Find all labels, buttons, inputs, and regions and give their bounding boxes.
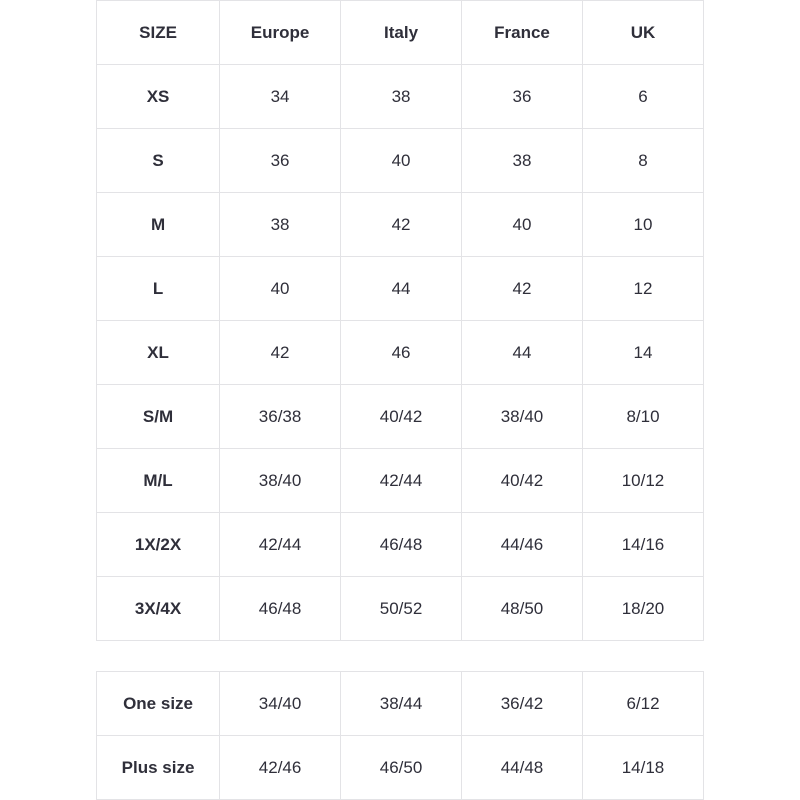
table-header-row xyxy=(97,1,704,65)
table-row xyxy=(97,257,704,321)
cell-size: L xyxy=(97,257,220,321)
cell-italy: 40/42 xyxy=(341,385,462,449)
cell-france: 44 xyxy=(462,321,583,385)
cell-italy: 44 xyxy=(341,257,462,321)
cell-size: 3X/4X xyxy=(97,577,220,641)
cell-uk: 18/20 xyxy=(582,577,703,641)
cell-size: 1X/2X xyxy=(97,513,220,577)
cell-france: 38/40 xyxy=(462,385,583,449)
cell-uk: 14/16 xyxy=(582,513,703,577)
cell-europe: 38 xyxy=(220,193,341,257)
table-row xyxy=(97,513,704,577)
cell-uk: 8 xyxy=(582,129,703,193)
cell-italy: 38 xyxy=(341,65,462,129)
cell-italy: 46 xyxy=(341,321,462,385)
cell-europe: 34/40 xyxy=(220,672,341,736)
column-header-size: SIZE xyxy=(97,1,220,65)
table-row xyxy=(97,129,704,193)
cell-europe: 38/40 xyxy=(220,449,341,513)
cell-size: S/M xyxy=(97,385,220,449)
cell-size: M xyxy=(97,193,220,257)
cell-uk: 10/12 xyxy=(582,449,703,513)
cell-europe: 34 xyxy=(220,65,341,129)
table-row xyxy=(97,577,704,641)
cell-europe: 42 xyxy=(220,321,341,385)
cell-europe: 40 xyxy=(220,257,341,321)
cell-france: 40/42 xyxy=(462,449,583,513)
cell-france: 48/50 xyxy=(462,577,583,641)
table-row xyxy=(97,65,704,129)
cell-size: XL xyxy=(97,321,220,385)
cell-size: XS xyxy=(97,65,220,129)
cell-uk: 12 xyxy=(582,257,703,321)
cell-size: One size xyxy=(97,672,220,736)
cell-italy: 38/44 xyxy=(341,672,462,736)
cell-italy: 50/52 xyxy=(341,577,462,641)
cell-france: 36 xyxy=(462,65,583,129)
cell-france: 44/48 xyxy=(462,736,583,800)
cell-europe: 42/46 xyxy=(220,736,341,800)
cell-france: 36/42 xyxy=(462,672,583,736)
column-header-france: France xyxy=(462,1,583,65)
cell-italy: 42 xyxy=(341,193,462,257)
cell-europe: 36/38 xyxy=(220,385,341,449)
table-row xyxy=(97,672,704,736)
cell-europe: 42/44 xyxy=(220,513,341,577)
table-divider-space xyxy=(96,641,704,671)
cell-uk: 10 xyxy=(582,193,703,257)
cell-france: 42 xyxy=(462,257,583,321)
size-conversion-table xyxy=(96,0,704,641)
cell-uk: 14/18 xyxy=(582,736,703,800)
column-header-uk: UK xyxy=(582,1,703,65)
cell-italy: 40 xyxy=(341,129,462,193)
cell-italy: 46/50 xyxy=(341,736,462,800)
cell-size: S xyxy=(97,129,220,193)
cell-europe: 46/48 xyxy=(220,577,341,641)
cell-uk: 6/12 xyxy=(582,672,703,736)
table-row xyxy=(97,736,704,800)
cell-france: 44/46 xyxy=(462,513,583,577)
one-size-conversion-table xyxy=(96,671,704,800)
cell-europe: 36 xyxy=(220,129,341,193)
cell-france: 40 xyxy=(462,193,583,257)
cell-italy: 46/48 xyxy=(341,513,462,577)
cell-uk: 6 xyxy=(582,65,703,129)
column-header-italy: Italy xyxy=(341,1,462,65)
cell-size: M/L xyxy=(97,449,220,513)
table-row xyxy=(97,385,704,449)
cell-france: 38 xyxy=(462,129,583,193)
table-row xyxy=(97,321,704,385)
cell-uk: 14 xyxy=(582,321,703,385)
table-row xyxy=(97,193,704,257)
column-header-europe: Europe xyxy=(220,1,341,65)
cell-italy: 42/44 xyxy=(341,449,462,513)
cell-size: Plus size xyxy=(97,736,220,800)
cell-uk: 8/10 xyxy=(582,385,703,449)
table-row xyxy=(97,449,704,513)
